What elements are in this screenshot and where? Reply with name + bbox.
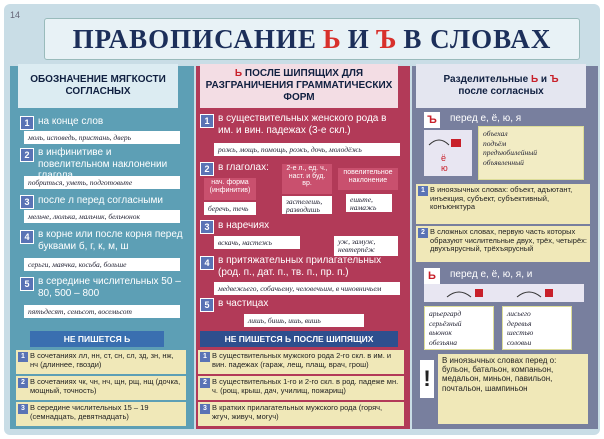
rule-number: 3 — [20, 195, 34, 209]
soft-sign-rule: перед е, ё, ю, я, и — [450, 269, 533, 280]
col1-not-header: НЕ ПИШЕТСЯ Ь — [30, 331, 164, 347]
soft-sign-words-right — [502, 306, 572, 350]
soft-sign-words-left — [424, 306, 494, 350]
verb-form-example: беречь, течь — [204, 202, 256, 215]
not-rule-text: В сочетаниях лл, нн, ст, сн, сл, зд, зн, нж, нч (длиннее, гвозди) — [30, 351, 174, 369]
rule-example: медвежьего, собачьему, человечьим, в чиновничьем — [214, 282, 400, 295]
word: шестью — [507, 328, 534, 338]
rule-text: в частицах — [218, 298, 269, 309]
not-rule-text: В существительных 1-го и 2-го скл. в род. падеже мн. ч. (рощ, крыш, дач, училищ, пожарищ) — [212, 377, 399, 395]
rule-example: лишь, бишь, ишь, вишь — [244, 314, 364, 327]
exclamation-icon: ! — [420, 360, 434, 398]
not-rule-number: 2 — [18, 378, 28, 388]
col3-header-pre: Разделительные — [443, 74, 529, 85]
rule-text: в глаголах: — [218, 162, 269, 173]
rule-example-2: уж, замуж, невтерпёж — [334, 236, 398, 256]
col3-header-post: после согласных — [458, 86, 544, 97]
col2-not-rule — [198, 376, 404, 400]
rule-number: 5 — [200, 298, 214, 312]
note-text: В иноязычных словах: объект, адъютант, инъекция, субъект, субъективный, конъюнктура — [430, 185, 573, 212]
hard-sign-words — [478, 126, 584, 180]
hard-sign-badge: Ъ — [424, 112, 440, 128]
scheme-illustration — [427, 133, 469, 173]
word: арьергард — [429, 309, 462, 318]
rule-number: 1 — [20, 116, 34, 130]
page-number: 14 — [10, 10, 21, 20]
title-part1: ПРАВОПИСАНИЕ — [72, 23, 317, 54]
col2-not-header: НЕ ПИШЕТСЯ Ь ПОСЛЕ ШИПЯЩИХ — [200, 331, 398, 347]
col2-not-rule — [198, 350, 404, 374]
title-part2: В СЛОВАХ — [403, 23, 552, 54]
word: объехал — [483, 129, 508, 138]
rule-example: вскачь, настежь — [214, 236, 300, 249]
col1-not-rule — [16, 350, 186, 374]
word: объявленный — [483, 157, 524, 167]
rule-number: 2 — [200, 162, 214, 176]
col3-header — [416, 64, 586, 108]
word: соловьи — [507, 337, 532, 347]
note-number: 2 — [418, 228, 428, 238]
rule-number: 1 — [200, 114, 214, 128]
not-rule-number: 1 — [18, 352, 28, 362]
not-rule-number: 1 — [200, 352, 210, 362]
rule-number: 4 — [200, 256, 214, 270]
rule-text: в существительных женского рода в им. и вин. падежах (3-е скл.) — [218, 113, 387, 136]
col2-not-rule — [198, 402, 404, 426]
col1-not-rule — [16, 402, 186, 426]
word: лисьего — [507, 309, 531, 318]
word: вьюнок — [429, 328, 452, 338]
not-rule-number: 3 — [18, 404, 28, 414]
word: предъюбилейный — [483, 148, 538, 158]
rule-number: 4 — [20, 230, 34, 244]
page-title — [44, 18, 580, 60]
word: серьёзный — [429, 318, 462, 328]
not-rule-number: 2 — [200, 378, 210, 388]
scheme-illustration — [427, 287, 577, 299]
note-text: В сложных словах, первую часть которых образуют числительные двух, трёх, четырёх: двухъярусный, трёхъярусный — [430, 227, 587, 254]
svg-text:ю: ю — [441, 163, 448, 173]
col3-header-and: и — [540, 74, 548, 85]
verb-form-example: ешьте, намажь — [346, 194, 392, 212]
title-hard-sign: Ъ — [375, 23, 398, 54]
col3-header-soft: Ь — [530, 74, 539, 85]
verb-form-label: нач. форма (инфинитив) — [204, 178, 256, 200]
word: подъём — [483, 138, 507, 148]
rule-example: мельче, люлька, мальчик, бельчонок — [24, 210, 180, 223]
not-rule-text: В кратких прилагательных мужского рода (горяч, жгуч, живуч, могуч) — [212, 403, 383, 421]
hard-sign-rule: перед е, ё, ю, я — [450, 113, 522, 124]
title-soft-sign: Ь — [322, 23, 342, 54]
col1-header: ОБОЗНАЧЕНИЕ МЯГКОСТИ СОГЛАСНЫХ — [18, 64, 178, 108]
rule-example: моль, исповедь, пристань, дверь — [24, 131, 180, 144]
rule-text: на конце слов — [38, 116, 104, 127]
col2-header-sign: Ь — [234, 68, 243, 79]
word: деревья — [507, 318, 532, 328]
note-number: 1 — [418, 186, 428, 196]
soft-sign-scheme — [424, 284, 584, 302]
col2-header-text: ПОСЛЕ ШИПЯЩИХ ДЛЯ РАЗГРАНИЧЕНИЯ ГРАММАТИЧЕСКИХ ФОРМ — [205, 68, 393, 103]
title-and: И — [347, 23, 370, 54]
verb-form-example: застелешь, разводишь — [282, 196, 332, 214]
verb-form-label: повелительное наклонение — [338, 168, 398, 190]
col2-header — [200, 64, 398, 108]
hard-sign-note — [416, 226, 590, 262]
rule-text: в корне или после корня перед буквами б, г, к, м, ш — [38, 229, 183, 252]
rule-number: 2 — [20, 148, 34, 162]
not-rule-text: В середине числительных 15 – 19 (семнадцать, девятнадцать) — [30, 403, 149, 421]
rule-example: серьги, маячка, косьба, больше — [24, 258, 180, 271]
svg-text:ё: ё — [441, 153, 447, 163]
rule-example: пятьдесят, семьсот, восемьсот — [24, 305, 180, 318]
hard-sign-note — [416, 184, 590, 224]
not-rule-text: В сочетаниях чк, чн, нч, щн, рщ, нщ (дочка, мощный, точность) — [30, 377, 181, 395]
rule-example: рожь, мощь, помощь, рожь, дочь, молодёжь — [214, 143, 400, 156]
soft-sign-badge: Ь — [424, 268, 440, 284]
rule-text: в наречиях — [218, 220, 270, 231]
rule-example: побриться, уметь, подготовьте — [24, 176, 180, 189]
word: обезьяна — [429, 337, 457, 347]
rule-number: 3 — [200, 220, 214, 234]
rule-text: в середине числительных 50 – 80, 500 – 800 — [38, 276, 181, 299]
not-rule-number: 3 — [200, 404, 210, 414]
rule-text: в притяжательных прилагательных (род. п., дат. п., тв. п., пр. п.) — [218, 255, 382, 278]
col3-header-hard: Ъ — [549, 74, 559, 85]
rule-number: 5 — [20, 277, 34, 291]
hard-sign-scheme — [424, 130, 472, 176]
not-rule-text: В существительных мужского рода 2-го скл. в им. и вин. падежах (гараж, лещ, плащ, врач, грош) — [212, 351, 392, 369]
verb-form-label: 2-е л., ед. ч., наст. и буд. вр. — [282, 164, 332, 194]
rule-text: после л перед согласными — [38, 195, 163, 206]
col1-not-rule — [16, 376, 186, 400]
soft-sign-note: В иноязычных словах перед о: бульон, батальон, компаньон, медальон, миньон, павильон, почтальон, шампиньон — [438, 354, 588, 424]
rule-text: в инфинитиве и повелительном наклонении — [38, 147, 168, 170]
